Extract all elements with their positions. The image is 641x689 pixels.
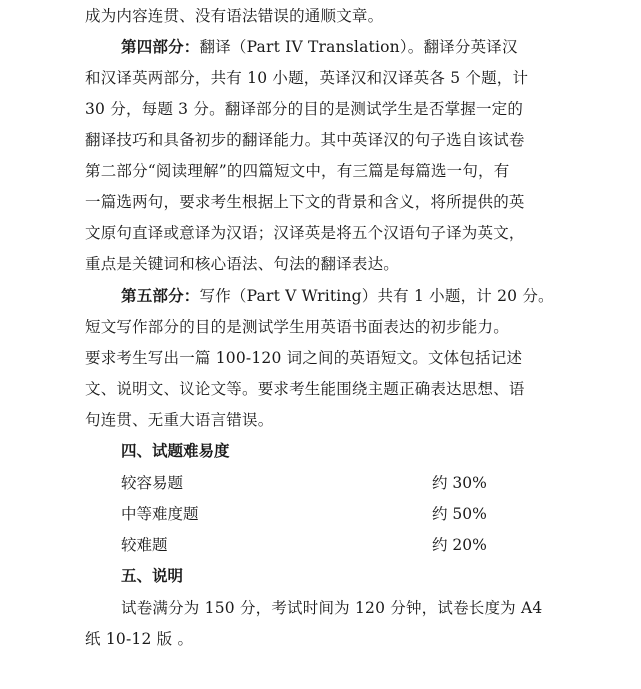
part4-line: 重点是关键词和核心语法、句法的翻译表达。	[85, 255, 400, 273]
difficulty-label-hard: 较难题	[121, 536, 168, 554]
section5-heading: 五、说明	[121, 566, 184, 585]
difficulty-value-easy: 约 30%	[432, 474, 487, 492]
part4-line: 和汉译英两部分，共有 10 小题，英译汉和汉译英各 5 个题，计	[85, 69, 529, 87]
part4-line: 30 分，每题 3 分。翻译部分的目的是测试学生是否掌握一定的	[85, 100, 524, 118]
part4-first-line	[121, 37, 559, 57]
part5-first-line	[121, 286, 559, 306]
part5-text: 写作（Part V Writing）共有 1 小题，计 20 分。	[199, 287, 554, 305]
part5-line: 要求考生写出一篇 100-120 词之间的英语短文。文体包括记述	[85, 349, 523, 367]
difficulty-label-easy: 较容易题	[121, 474, 184, 492]
section5-line: 纸 10-12 版 。	[85, 630, 194, 648]
section5-line: 试卷满分为 150 分，考试时间为 120 分钟，试卷长度为 A4	[121, 599, 543, 617]
section4-heading: 四、试题难易度	[121, 441, 230, 460]
part5-title: 第五部分：	[121, 286, 200, 305]
part4-line: 翻译技巧和具备初步的翻译能力。其中英译汉的句子选自该试卷	[85, 131, 525, 149]
part5-line: 文、说明文、议论文等。要求考生能围绕主题正确表达思想、语	[85, 380, 525, 398]
part4-line: 一篇选两句，要求考生根据上下文的背景和含义，将所提供的英	[85, 193, 525, 211]
part4-line: 文原句直译或意译为汉语；汉译英是将五个汉语句子译为英文，	[85, 224, 525, 242]
difficulty-value-medium: 约 50%	[432, 505, 487, 523]
part5-line: 短文写作部分的目的是测试学生用英语书面表达的初步能力。	[85, 318, 509, 336]
part5-line: 句连贯、无重大语言错误。	[85, 411, 274, 429]
part4-line: 第二部分“阅读理解”的四篇短文中，有三篇是每篇选一句，有	[85, 162, 510, 180]
part4-text: 翻译（Part IV Translation）。翻译分英译汉	[199, 38, 518, 56]
difficulty-label-medium: 中等难度题	[121, 505, 199, 523]
paragraph-line: 成为内容连贯、没有语法错误的通顺文章。	[85, 7, 384, 25]
difficulty-value-hard: 约 20%	[432, 536, 487, 554]
part4-title: 第四部分：	[121, 37, 200, 56]
